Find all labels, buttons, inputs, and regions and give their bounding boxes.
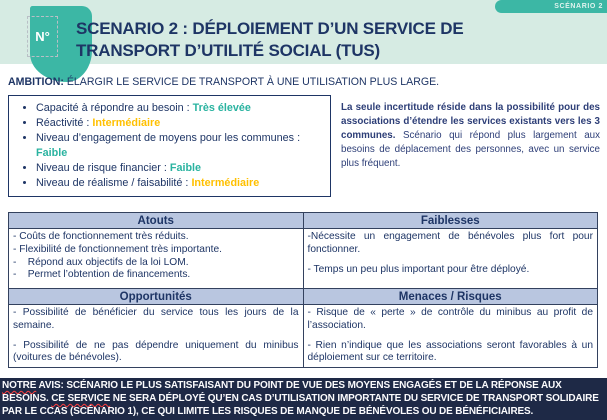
criterion-value: Faible	[36, 147, 68, 159]
avis-word-ce-service: CE SERVICE	[51, 392, 111, 404]
swot-table	[8, 212, 598, 368]
menaces-item: - Rien n’indique que les associations seront favorables à un déploiement sur ce territoire.	[307, 339, 593, 364]
criteria-list	[9, 101, 330, 191]
scenario-number-label: N°	[35, 29, 50, 44]
uncertainty-note-bold: La seule incertitude réside dans la possibilité pour des associations d’étendre les services existants vers les 3 communes.	[341, 102, 600, 141]
uncertainty-note	[341, 101, 600, 171]
criteria-item	[36, 131, 330, 161]
swot-header-faiblesses: Faiblesses	[303, 213, 598, 229]
swot-header-opportunites: Opportunités	[9, 289, 304, 305]
avis-word-notre: NOTRE	[2, 380, 37, 391]
corner-tab-label: SCÉNARIO 2	[554, 3, 603, 10]
uncertainty-note-regular: Scénario qui répond plus largement aux besoins de déplacement des personnes, avec un service plus fréquent.	[341, 129, 600, 169]
menaces-item: - Risque de « perte » de contrôle du minibus au profit de l’association.	[307, 307, 593, 331]
faiblesses-item: -Nécessite un engagement de bénévoles plus fort pour fonctionner.	[307, 231, 593, 255]
avis-sentence-2: NE SERA DÉPLOYÉ QU’EN CAS D’UTILISATION IMPORTANTE DU SERVICE DE TRANSPORT SOLIDAIRE PAR LE CCAS (SCÉNARIO 1), CE QUI LIMITE LES RISQUES DE MANQUE DE BÉNÉVOLES OU DE BÉNÉFICIAIRES.	[2, 392, 599, 417]
criterion-value: Intermédiaire	[92, 117, 161, 129]
ambition-text: ÉLARGIR LE SERVICE DE TRANSPORT À UNE UTILISATION PLUS LARGE.	[63, 76, 440, 88]
swot-header-row-top	[9, 213, 598, 229]
atouts-item: - Flexibilité de fonctionnement très importante.	[13, 243, 222, 255]
criterion-value: Faible	[169, 162, 202, 174]
swot-cell-menaces	[303, 305, 598, 368]
criterion-label: Niveau de réalisme / faisabilité :	[36, 177, 192, 189]
scenario-corner-tab	[495, 0, 607, 13]
our-opinion-bar	[0, 378, 607, 420]
atouts-item: - Répond aux objectifs de la loi LOM.	[13, 256, 189, 268]
opportunites-item: - Possibilité de ne pas dépendre uniquement du minibus (voitures de bénévoles).	[13, 339, 299, 364]
swot-header-row-bottom	[9, 289, 598, 305]
criteria-item	[36, 101, 330, 116]
atouts-item: - Permet l’obtention de financements.	[13, 269, 191, 281]
criteria-box	[8, 95, 331, 197]
criterion-label: Capacité à répondre au besoin :	[36, 102, 193, 114]
ambition-label: AMBITION:	[8, 76, 64, 88]
criteria-item	[36, 161, 330, 176]
swot-cell-faiblesses	[303, 229, 598, 289]
swot-content-row-top	[9, 229, 598, 289]
swot-header-atouts: Atouts	[9, 213, 304, 229]
criterion-value: Très élevée	[192, 102, 251, 114]
avis-sentence-1: SCÉNARIO LE PLUS SATISFAISANT DU POINT DE VUE DES MOYENS ENGAGÉS ET DE LA RÉPONSE AUX BESOINS.	[2, 380, 562, 404]
faiblesses-item: - Temps un peu plus important pour être déployé.	[307, 263, 530, 275]
criteria-item	[36, 116, 330, 131]
criterion-label: Niveau de risque financier :	[36, 162, 170, 174]
avis-label-rest: AVIS:	[36, 380, 67, 391]
criteria-item	[36, 176, 330, 191]
opportunites-item: - Possibilité de bénéficier du service tous les jours de la semaine.	[13, 307, 299, 331]
swot-cell-opportunites	[9, 305, 304, 368]
criterion-label: Réactivité :	[36, 117, 93, 129]
criterion-value: Intermédiaire	[191, 177, 260, 189]
ambition-line	[8, 76, 598, 88]
scenario-number-box	[27, 16, 58, 57]
criterion-label: Niveau d’engagement de moyens pour les communes :	[36, 132, 301, 144]
swot-cell-atouts	[9, 229, 304, 289]
atouts-item: - Coûts de fonctionnement très réduits.	[13, 231, 189, 242]
swot-header-menaces: Menaces / Risques	[303, 289, 598, 305]
page-title: SCENARIO 2 : DÉPLOIEMENT D’UN SERVICE DE TRANSPORT D’UTILITÉ SOCIAL (TUS)	[76, 19, 464, 60]
swot-content-row-bottom	[9, 305, 598, 368]
